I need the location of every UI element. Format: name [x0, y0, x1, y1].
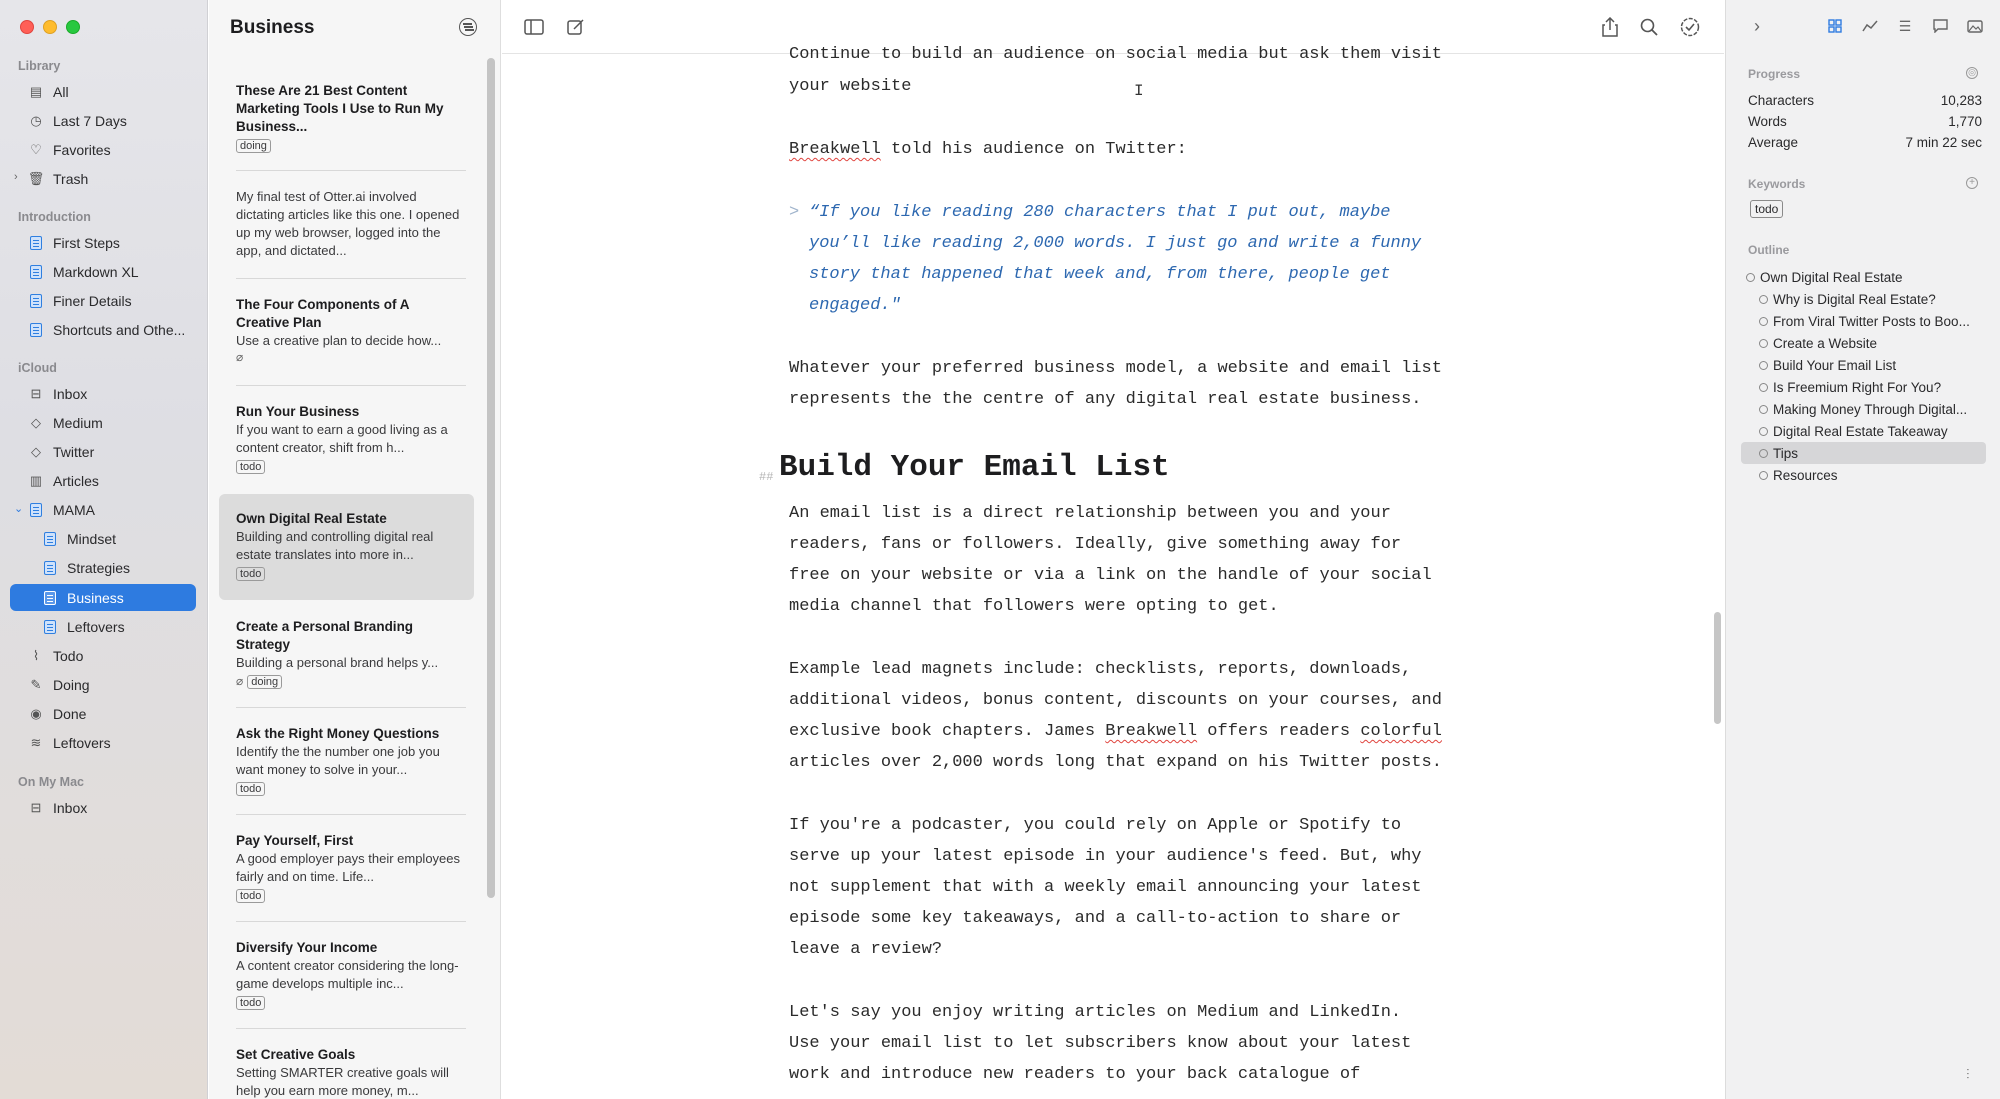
sheet-icon	[28, 322, 44, 338]
bullet-icon	[1759, 405, 1768, 414]
outline-item[interactable]: Is Freemium Right For You?	[1759, 376, 1941, 398]
keywords-heading: Keywords	[1748, 177, 1806, 191]
chevron-down-icon[interactable]: ⌄	[14, 503, 24, 515]
bullet-icon	[1759, 317, 1768, 326]
outline-item[interactable]: From Viral Twitter Posts to Boo...	[1759, 310, 1970, 332]
collapse-panel-icon[interactable]: ›	[1754, 15, 1760, 36]
sidebar-item-trash[interactable]: › 🗑 Trash	[14, 170, 89, 187]
sheet-icon	[42, 531, 58, 547]
section-heading: Build Your Email List	[779, 450, 1170, 485]
sidebar-item-finer-details[interactable]: Finer Details	[10, 287, 196, 314]
bullet-icon	[1759, 449, 1768, 458]
bullet-icon	[1759, 427, 1768, 436]
tag-badge: todo	[236, 996, 265, 1010]
text-line: exclusive book chapters. James Breakwell offers readers colorful	[789, 722, 1442, 741]
divider	[236, 385, 466, 386]
blockquote-line: “If you like reading 280 characters that I put out, maybe	[809, 203, 1391, 222]
close-window-button[interactable]	[20, 20, 34, 34]
text-line: work and introduce new readers to your back catalogue of	[789, 1065, 1361, 1084]
outline-heading: Outline	[1748, 243, 1790, 257]
sidebar-toggle-icon[interactable]	[524, 17, 544, 37]
section-on-my-mac: On My Mac	[18, 775, 84, 789]
sheet-icon	[28, 264, 44, 280]
text-line: your website	[789, 77, 912, 96]
outline-item[interactable]: Build Your Email List	[1759, 354, 1896, 376]
group-icon: ▥	[29, 473, 43, 488]
tag-badge: todo	[236, 567, 265, 581]
sliders-icon[interactable]: ⫶	[1966, 1066, 1970, 1082]
list-item[interactable]: The Four Components of A Creative Plan Use a creative plan to decide how... ⌀	[219, 296, 474, 364]
section-library: Library	[18, 59, 61, 73]
sidebar-item-mindset[interactable]: Mindset	[10, 525, 196, 552]
sidebar-item-strategies[interactable]: Strategies	[10, 554, 196, 581]
paperclip-icon: ⌀	[236, 674, 244, 688]
tag-icon: ◇	[31, 415, 41, 430]
list-item[interactable]: My final test of Otter.ai involved dictating articles like this one. I opened up my web browser, logged into the app, and dictated...	[236, 189, 460, 258]
bullet-icon	[1746, 273, 1755, 282]
sheet-icon	[42, 560, 58, 576]
divider	[236, 814, 466, 815]
outline-item[interactable]: Resources	[1759, 464, 1838, 486]
settings-icon[interactable]: ◎	[1966, 67, 1978, 79]
editor	[502, 0, 1724, 1099]
list-item[interactable]: Pay Yourself, First A good employer pays their employees fairly and on time. Life... todo	[236, 833, 461, 902]
outline-item[interactable]: Making Money Through Digital...	[1759, 398, 1967, 420]
sidebar-item-business[interactable]: Business	[10, 584, 196, 611]
compose-icon[interactable]	[566, 17, 586, 37]
sidebar-item-articles[interactable]: ▥ Articles	[29, 472, 99, 489]
tag-badge: todo	[236, 889, 265, 903]
text-line: Whatever your preferred business model, a website and email list	[789, 359, 1442, 378]
list-item[interactable]: Run Your Business If you want to earn a good living as a content creator, shift from h... todo	[236, 404, 448, 473]
text-line: Continue to build an audience on social media but ask them visit	[789, 45, 1442, 64]
zoom-window-button[interactable]	[66, 20, 80, 34]
add-keyword-icon[interactable]: +	[1966, 177, 1978, 189]
bullet-icon	[1759, 339, 1768, 348]
outline-item-selected[interactable]: Tips	[1741, 442, 1986, 464]
sidebar-item-todo[interactable]: ⌇ Todo	[10, 642, 196, 669]
text-line: Breakwell told his audience on Twitter:	[789, 140, 1187, 159]
text-cursor-icon: I	[1134, 82, 1144, 100]
sidebar-item-twitter[interactable]: ◇ Twitter	[10, 438, 196, 465]
comment-icon[interactable]	[1931, 17, 1949, 35]
text-line: leave a review?	[789, 940, 943, 959]
tag-badge: todo	[236, 460, 265, 474]
pencil-icon: ✎	[30, 677, 42, 692]
sidebar-item-shortcuts[interactable]: Shortcuts and Othe...	[10, 316, 196, 343]
outline-item[interactable]: Own Digital Real Estate	[1746, 266, 1903, 288]
text-line: serve up your latest episode in your audience's feed. But, why	[789, 847, 1422, 866]
text-line: articles over 2,000 words long that expand on his Twitter posts.	[789, 753, 1442, 772]
chevron-right-icon[interactable]: ›	[14, 171, 18, 183]
sheet-icon	[28, 293, 44, 309]
blockquote-line: you’ll like reading 2,000 words. I just go and write a funny	[809, 234, 1422, 253]
list-title: Business	[230, 17, 315, 38]
sheet-icon	[42, 619, 58, 635]
misspelled-word[interactable]: Breakwell	[1105, 722, 1198, 741]
divider	[236, 170, 466, 171]
list-item-selected[interactable]: Own Digital Real Estate Building and controlling digital real estate translates into more in... todo	[219, 494, 474, 600]
sheet-icon	[42, 590, 58, 606]
window-controls	[20, 20, 80, 34]
sidebar-item-all[interactable]: ▤ All	[29, 83, 69, 100]
tag-badge: doing	[247, 675, 282, 689]
list-item[interactable]: These Are 21 Best Content Marketing Tools I Use to Run My Business... doing	[236, 83, 444, 152]
divider	[236, 278, 466, 279]
outline-list-icon[interactable]: ☰	[1898, 17, 1912, 34]
heading-marker: ##	[759, 470, 774, 484]
search-icon[interactable]	[1639, 17, 1659, 37]
bullet-icon	[1759, 361, 1768, 370]
sidebar-item-markdown-xl[interactable]: Markdown XL	[10, 258, 196, 285]
sidebar-item-leftovers[interactable]: ≋ Leftovers	[10, 729, 196, 756]
text-line: Use your email list to let subscribers know about your latest	[789, 1034, 1412, 1053]
sidebar	[0, 0, 208, 1099]
divider	[236, 1028, 466, 1029]
list-item[interactable]: Set Creative Goals Setting SMARTER creative goals will help you earn more money, m...	[236, 1047, 449, 1098]
stat-average: Average 7 min 22 sec	[1748, 135, 1982, 150]
sidebar-item-medium[interactable]: ◇ Medium	[10, 409, 196, 436]
list-item[interactable]: Diversify Your Income A content creator considering the long-game develops multiple inc... todo	[236, 940, 459, 1009]
blockquote-marker: >	[789, 203, 800, 222]
sidebar-item-doing[interactable]: ✎ Doing	[10, 671, 196, 698]
bullet-icon	[1759, 383, 1768, 392]
text-line: not supplement that with a weekly email announcing your latest	[789, 878, 1422, 897]
blockquote-line: story that happened that week and, from there, people get	[809, 265, 1391, 284]
clock-icon: ◷	[30, 113, 42, 128]
bullet-icon	[1759, 471, 1768, 480]
trash-icon: 🗑	[27, 171, 45, 186]
progress-chart-icon[interactable]	[1861, 17, 1879, 35]
check-icon: ◉	[30, 706, 42, 721]
share-icon[interactable]	[1600, 17, 1620, 37]
sheet-icon	[28, 235, 44, 251]
inbox-icon: ⊟	[30, 386, 42, 401]
editor-scrollbar[interactable]	[1714, 612, 1721, 724]
inbox-icon: ⊟	[30, 800, 42, 815]
sidebar-item-last7[interactable]: ◷ Last 7 Days	[10, 107, 196, 134]
outline-item[interactable]: Digital Real Estate Takeaway	[1759, 420, 1948, 442]
blockquote-line: engaged."	[809, 296, 901, 315]
checklist-icon[interactable]	[1680, 17, 1700, 37]
text-line: An email list is a direct relationship between you and your	[789, 504, 1391, 523]
sheet-icon	[28, 502, 44, 518]
note-list	[209, 0, 501, 1099]
text-line: readers, fans or followers. Ideally, give something away for	[789, 535, 1402, 554]
tag-icon: ◇	[31, 444, 41, 459]
stat-characters: Characters 10,283	[1748, 93, 1982, 108]
section-introduction: Introduction	[18, 210, 91, 224]
divider	[236, 707, 466, 708]
heart-icon: ♡	[30, 142, 42, 157]
sidebar-item-done[interactable]: ◉ Done	[10, 700, 196, 727]
misspelled-word[interactable]: Breakwell	[789, 140, 881, 159]
tag-badge: doing	[236, 139, 271, 153]
sidebar-item-mama[interactable]: ⌄ MAMA	[14, 501, 95, 518]
text-line: If you're a podcaster, you could rely on Apple or Spotify to	[789, 816, 1402, 835]
list-item[interactable]: Create a Personal Branding Strategy Building a personal brand helps y... ⌀ doing	[236, 619, 439, 688]
misspelled-word[interactable]: colorful	[1360, 722, 1442, 741]
stack-icon: ≋	[30, 735, 42, 750]
text-line: Example lead magnets include: checklists, reports, downloads,	[789, 660, 1412, 679]
list-scrollbar[interactable]	[487, 58, 495, 898]
info-grid-icon[interactable]	[1826, 17, 1844, 35]
tag-badge: todo	[236, 782, 265, 796]
sidebar-item-leftovers-sub[interactable]: Leftovers	[10, 613, 196, 640]
image-icon[interactable]	[1966, 17, 1984, 35]
text-line: represents the the centre of any digital real estate business.	[789, 390, 1422, 409]
progress-heading: Progress	[1748, 67, 1801, 81]
keyword-tag[interactable]: todo	[1750, 200, 1783, 218]
bullet-icon	[1759, 295, 1768, 304]
text-line: free on your website or via a link on the handle of your social	[789, 566, 1432, 585]
sidebar-item-inbox[interactable]: ⊟ Inbox	[10, 380, 196, 407]
inspector-toolbar	[1726, 0, 2000, 54]
paperclip-icon: ⌀	[236, 350, 244, 364]
sidebar-item-mac-inbox[interactable]: ⊟ Inbox	[10, 794, 196, 821]
text-line: Let's say you enjoy writing articles on Medium and LinkedIn.	[789, 1003, 1402, 1022]
stat-words: Words 1,770	[1748, 114, 1982, 129]
filter-icon: ⌇	[32, 648, 40, 663]
text-line: episode some key takeaways, and a call-to-action to share or	[789, 909, 1402, 928]
text-line: additional videos, bonus content, discounts on your courses, and	[789, 691, 1442, 710]
notes-icon: ▤	[29, 84, 43, 99]
text-line: media channel that followers were opting to get.	[789, 597, 1279, 616]
minimize-window-button[interactable]	[43, 20, 57, 34]
filter-icon[interactable]	[459, 18, 477, 36]
section-icloud: iCloud	[18, 361, 57, 375]
sidebar-item-favorites[interactable]: ♡ Favorites	[10, 136, 196, 163]
outline-item[interactable]: Why is Digital Real Estate?	[1759, 288, 1936, 310]
divider	[236, 921, 466, 922]
outline-item[interactable]: Create a Website	[1759, 332, 1877, 354]
inspector-panel	[1725, 0, 2000, 1099]
list-item[interactable]: Ask the Right Money Questions Identify the the number one job you want money to solve in your... todo	[236, 726, 440, 795]
sidebar-item-first-steps[interactable]: First Steps	[10, 229, 196, 256]
